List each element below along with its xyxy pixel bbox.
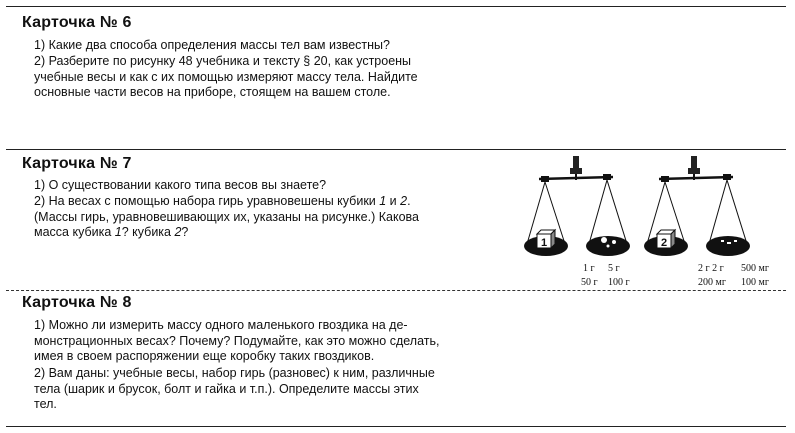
card-6-question-1: 1) Какие два способа определения массы тел вам известны? [34,38,390,52]
right-pan-2 [706,236,750,256]
cube-1-label: 1 [540,237,548,249]
left-weight-label-1g: 1 г [583,263,595,274]
card-6-title: Карточка № 6 [22,14,132,31]
card-6-question-2: 2) Разберите по рисунку 48 учебника и тексту § 20, как устроены учебные весы и как с их помощью измеряют массу тела. Найдите основные части весов на приборе, стоящем на вашем столе. [34,54,418,99]
right-weight-label-500mg: 500 мг [741,263,769,274]
right-weight-label-100mg: 100 мг [741,277,769,288]
top-border [6,6,786,7]
bottom-border [6,426,786,427]
right-weight-label-2g2g: 2 г 2 г [698,263,724,274]
balance-scales-figure [515,152,785,292]
right-balance [644,156,750,256]
cube-1 [537,230,555,249]
card-7-title: Карточка № 7 [22,155,132,172]
card-8-question-2: 2) Вам даны: учебные весы, набор гирь (разновес) к ним, различные тела (шарик и брусок, болт и гайка и т.п.). Определите массы этих тел. [34,366,435,411]
card-8-question-1: 1) Можно ли измерить массу одного маленького гвоздика на де- монстрационных весах? Почему? Подумайте, как это можно сделать, имея в своем распоряжении еще коробку таких гвоздиков. [34,318,440,363]
card-8-title: Карточка № 8 [22,294,132,311]
card-7-question-2: 2) На весах с помощью набора гирь уравновешены кубики 1 и 2. (Массы гирь, уравновешивающих их, указаны на рисунке.) Какова масса кубика 1? кубика 2? [34,194,419,239]
cube-2 [657,230,675,249]
divider-6-7 [6,149,786,150]
left-weight-label-5g: 5 г [608,263,620,274]
cube-2-label: 2 [660,237,668,249]
left-balance [524,156,630,256]
card-7-question-1: 1) О существовании какого типа весов вы знаете? [34,178,327,192]
left-weight-label-50g: 50 г [581,277,598,288]
left-weight-label-100g: 100 г [608,277,630,288]
right-weight-label-200mg: 200 мг [698,277,726,288]
